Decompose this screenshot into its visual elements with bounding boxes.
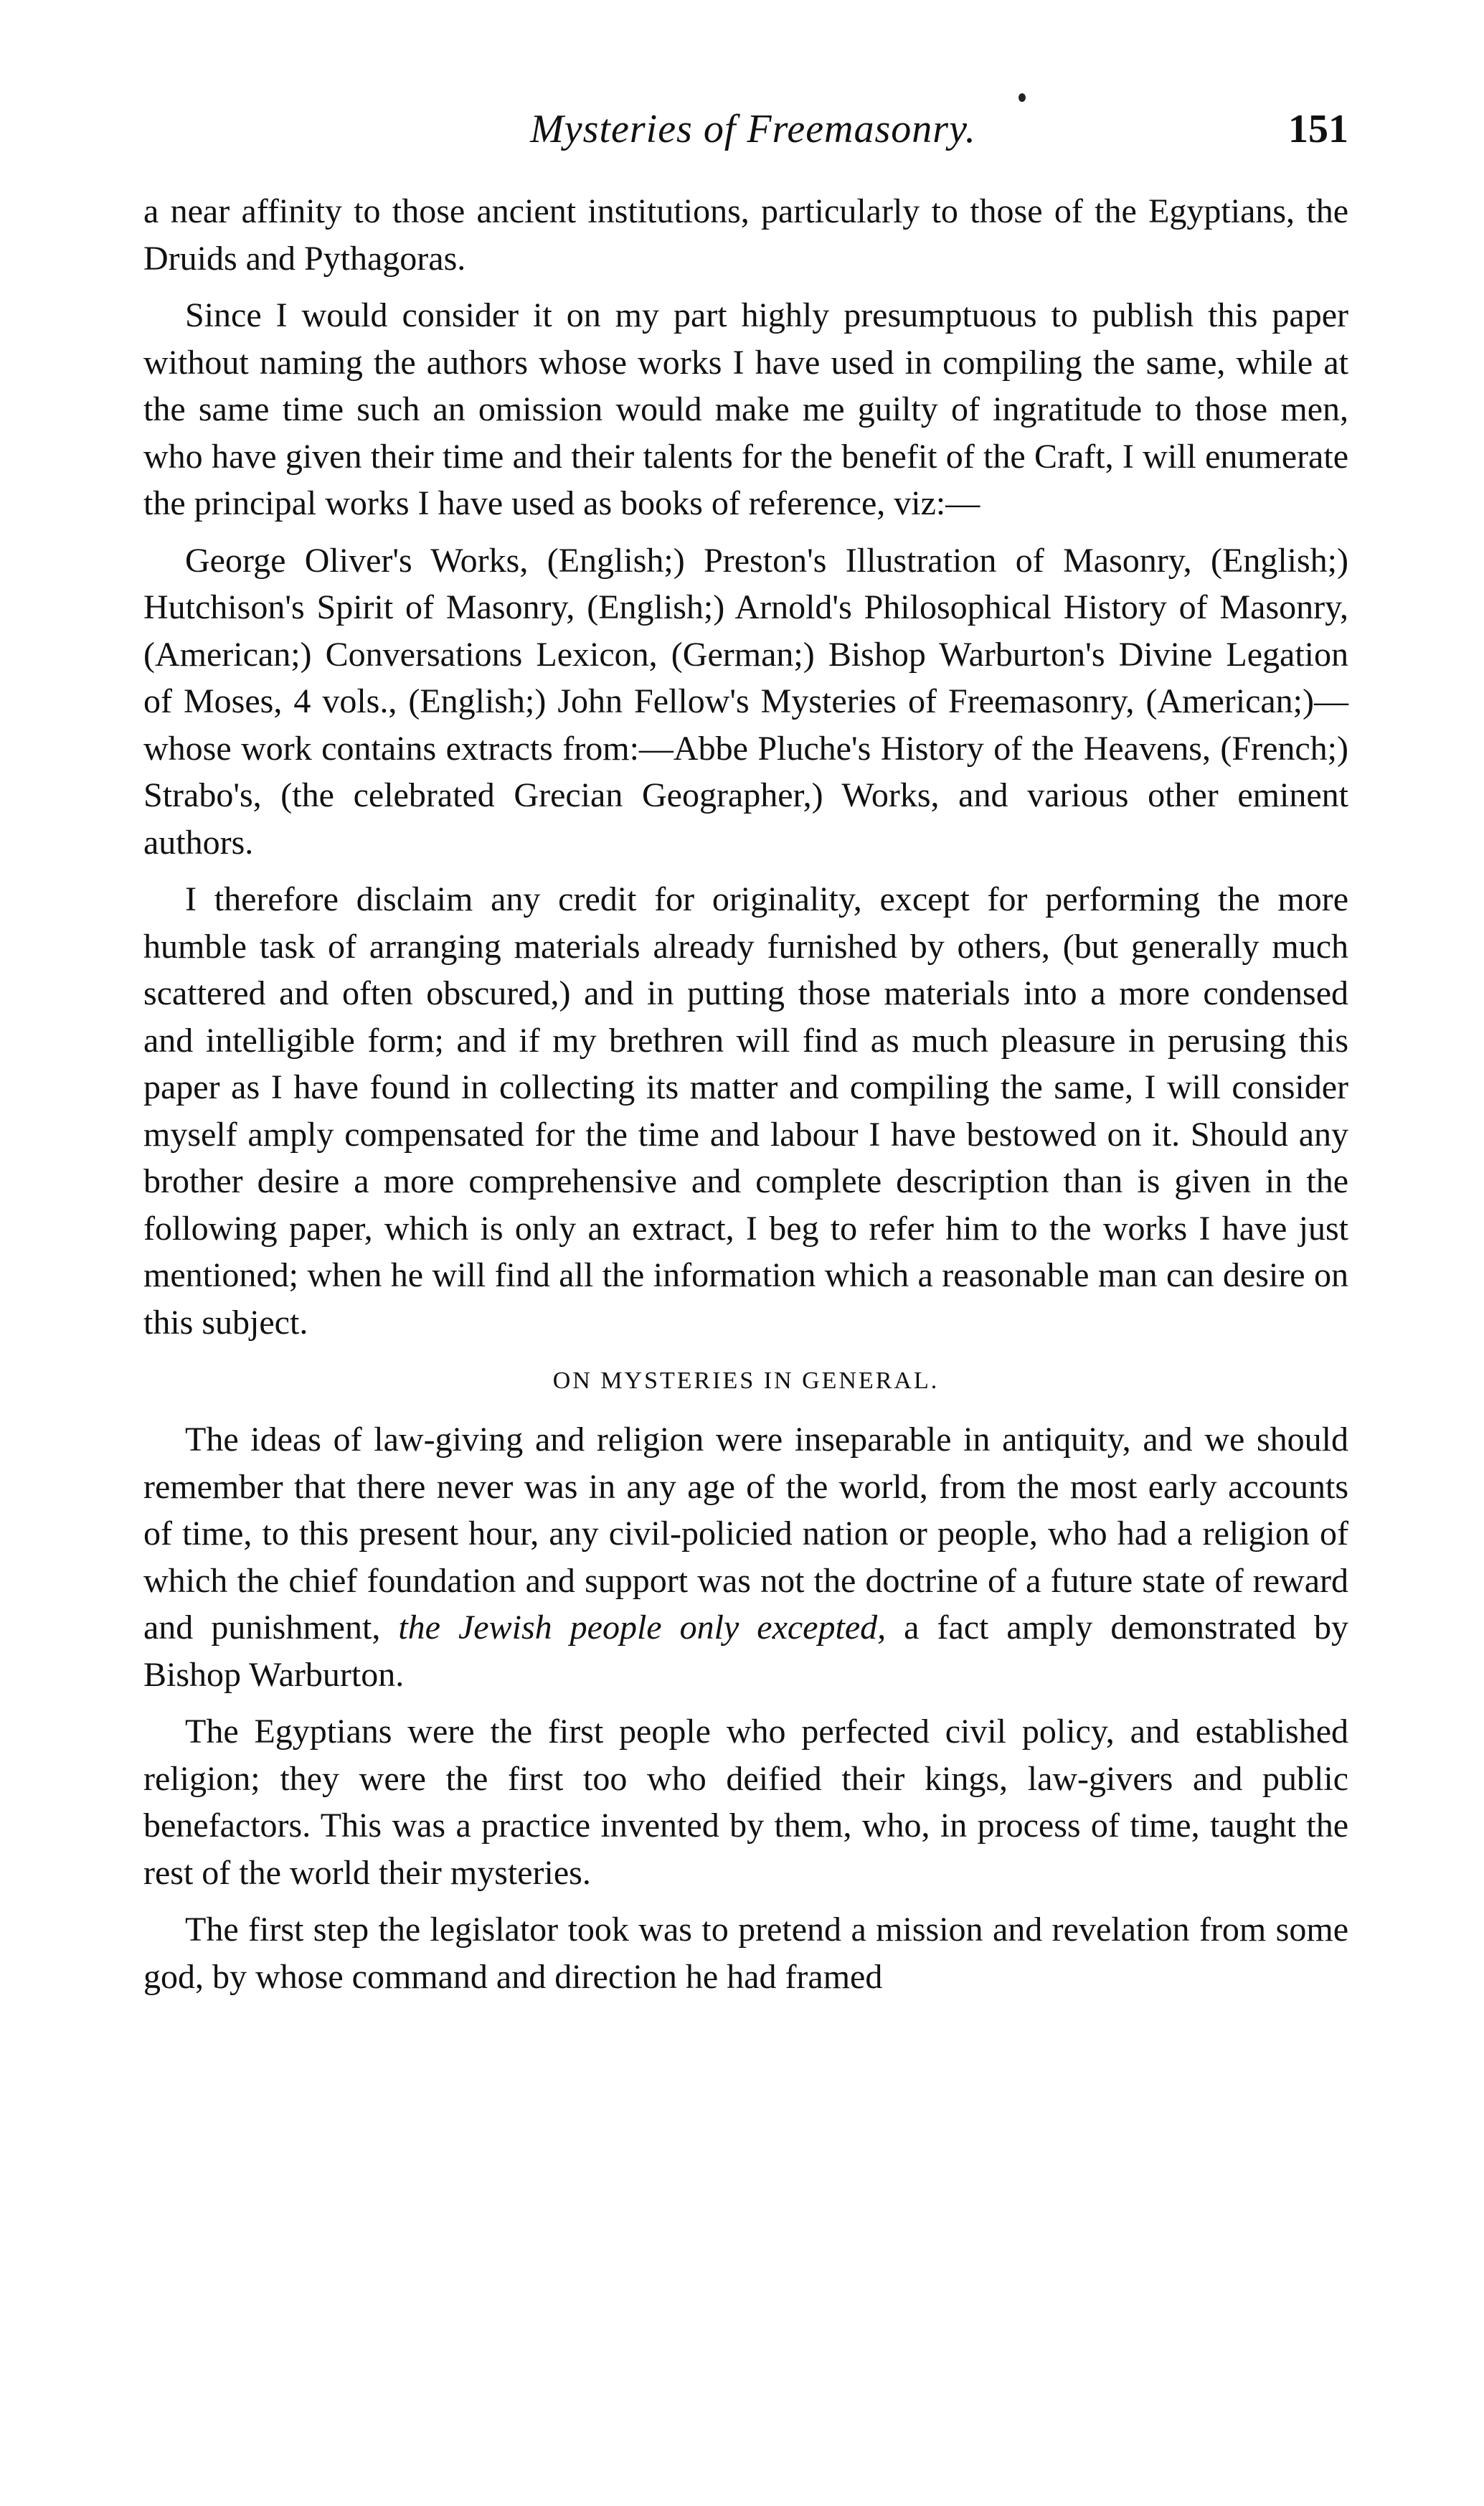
paragraph-text: a fact amply demonstrated by Bishop Warburton. <box>143 1608 1348 1694</box>
running-title: Mysteries of Freemasonry. <box>530 107 976 151</box>
section-heading: ON MYSTERIES IN GENERAL. <box>552 1367 940 1394</box>
paragraph-reference-list: George Oliver's Works, (English;) Preston's Illustration of Masonry, (English;) Hutchison's Spirit of Masonry, (English;) Arnold's Philosophical History of Masonry, (American;) Conversations Lexicon, (German;) Bishop Warburton's Divine Legation of Moses, 4 vols., (English;) John Fellow's Mysteries of Freemasonry, (American;)—whose work contains extracts from:—Abbe Pluche's History of the Heavens, (French;) Strabo's, (the celebrated Grecian Geographer,) Works, and various other eminent authors. <box>143 541 1348 862</box>
paragraph-acknowledgement: Since I would consider it on my part highly presumptuous to publish this paper without naming the authors whose works I have used in compiling the same, while at the same time such an omission would make me guilty of ingratitude to those men, who have given their time and their talents for the benefit of the Craft, I will enumerate the principal works I have used as books of reference, viz:— <box>143 296 1348 522</box>
paragraph-egyptians: The Egyptians were the first people who perfected civil policy, and established religion; they were the first too who deified their kings, law-givers and public benefactors. This was a practice invented by them, who, in process of time, taught the rest of the world their mysteries. <box>143 1713 1348 1892</box>
paragraph-law-and-religion <box>143 1416 1348 1698</box>
page-number: 151 <box>1288 107 1348 151</box>
paragraph-continuation: a near affinity to those ancient institutions, particularly to those of the Egyptians, the Druids and Pythagoras. <box>143 192 1348 278</box>
italic-phrase: the Jewish people only excepted, <box>398 1608 887 1647</box>
body-text <box>143 188 1348 2000</box>
paragraph-text: The ideas of law-giving and religion were inseparable in antiquity, and we should remember that there never was in any age of the world, from the most early accounts of time, to this present hour, any civil-policied nation or people, who had a religion of which the chief foundation and support was not the doctrine of a future state of reward and punishment, <box>143 1421 1348 1647</box>
print-mark <box>1019 93 1026 102</box>
paragraph-legislator: The first step the legislator took was to pretend a mission and revelation from some god, by whose command and direction he had framed <box>143 1911 1348 1996</box>
page-header <box>143 106 1363 164</box>
paragraph-disclaimer: I therefore disclaim any credit for originality, except for performing the more humble task of arranging materials already furnished by others, (but generally much scattered and often obscured,) and in putting those materials into a more condensed and intelligible form; and if my brethren will find as much pleasure in perusing this paper as I have found in collecting its matter and compiling the same, I will consider myself amply compensated for the time and labour I have bestowed on it. Should any brother desire a more comprehensive and complete description than is given in the following paper, which is only an extract, I beg to refer him to the works I have just mentioned; when he will find all the information which a reasonable man can desire on this subject. <box>143 880 1348 1342</box>
